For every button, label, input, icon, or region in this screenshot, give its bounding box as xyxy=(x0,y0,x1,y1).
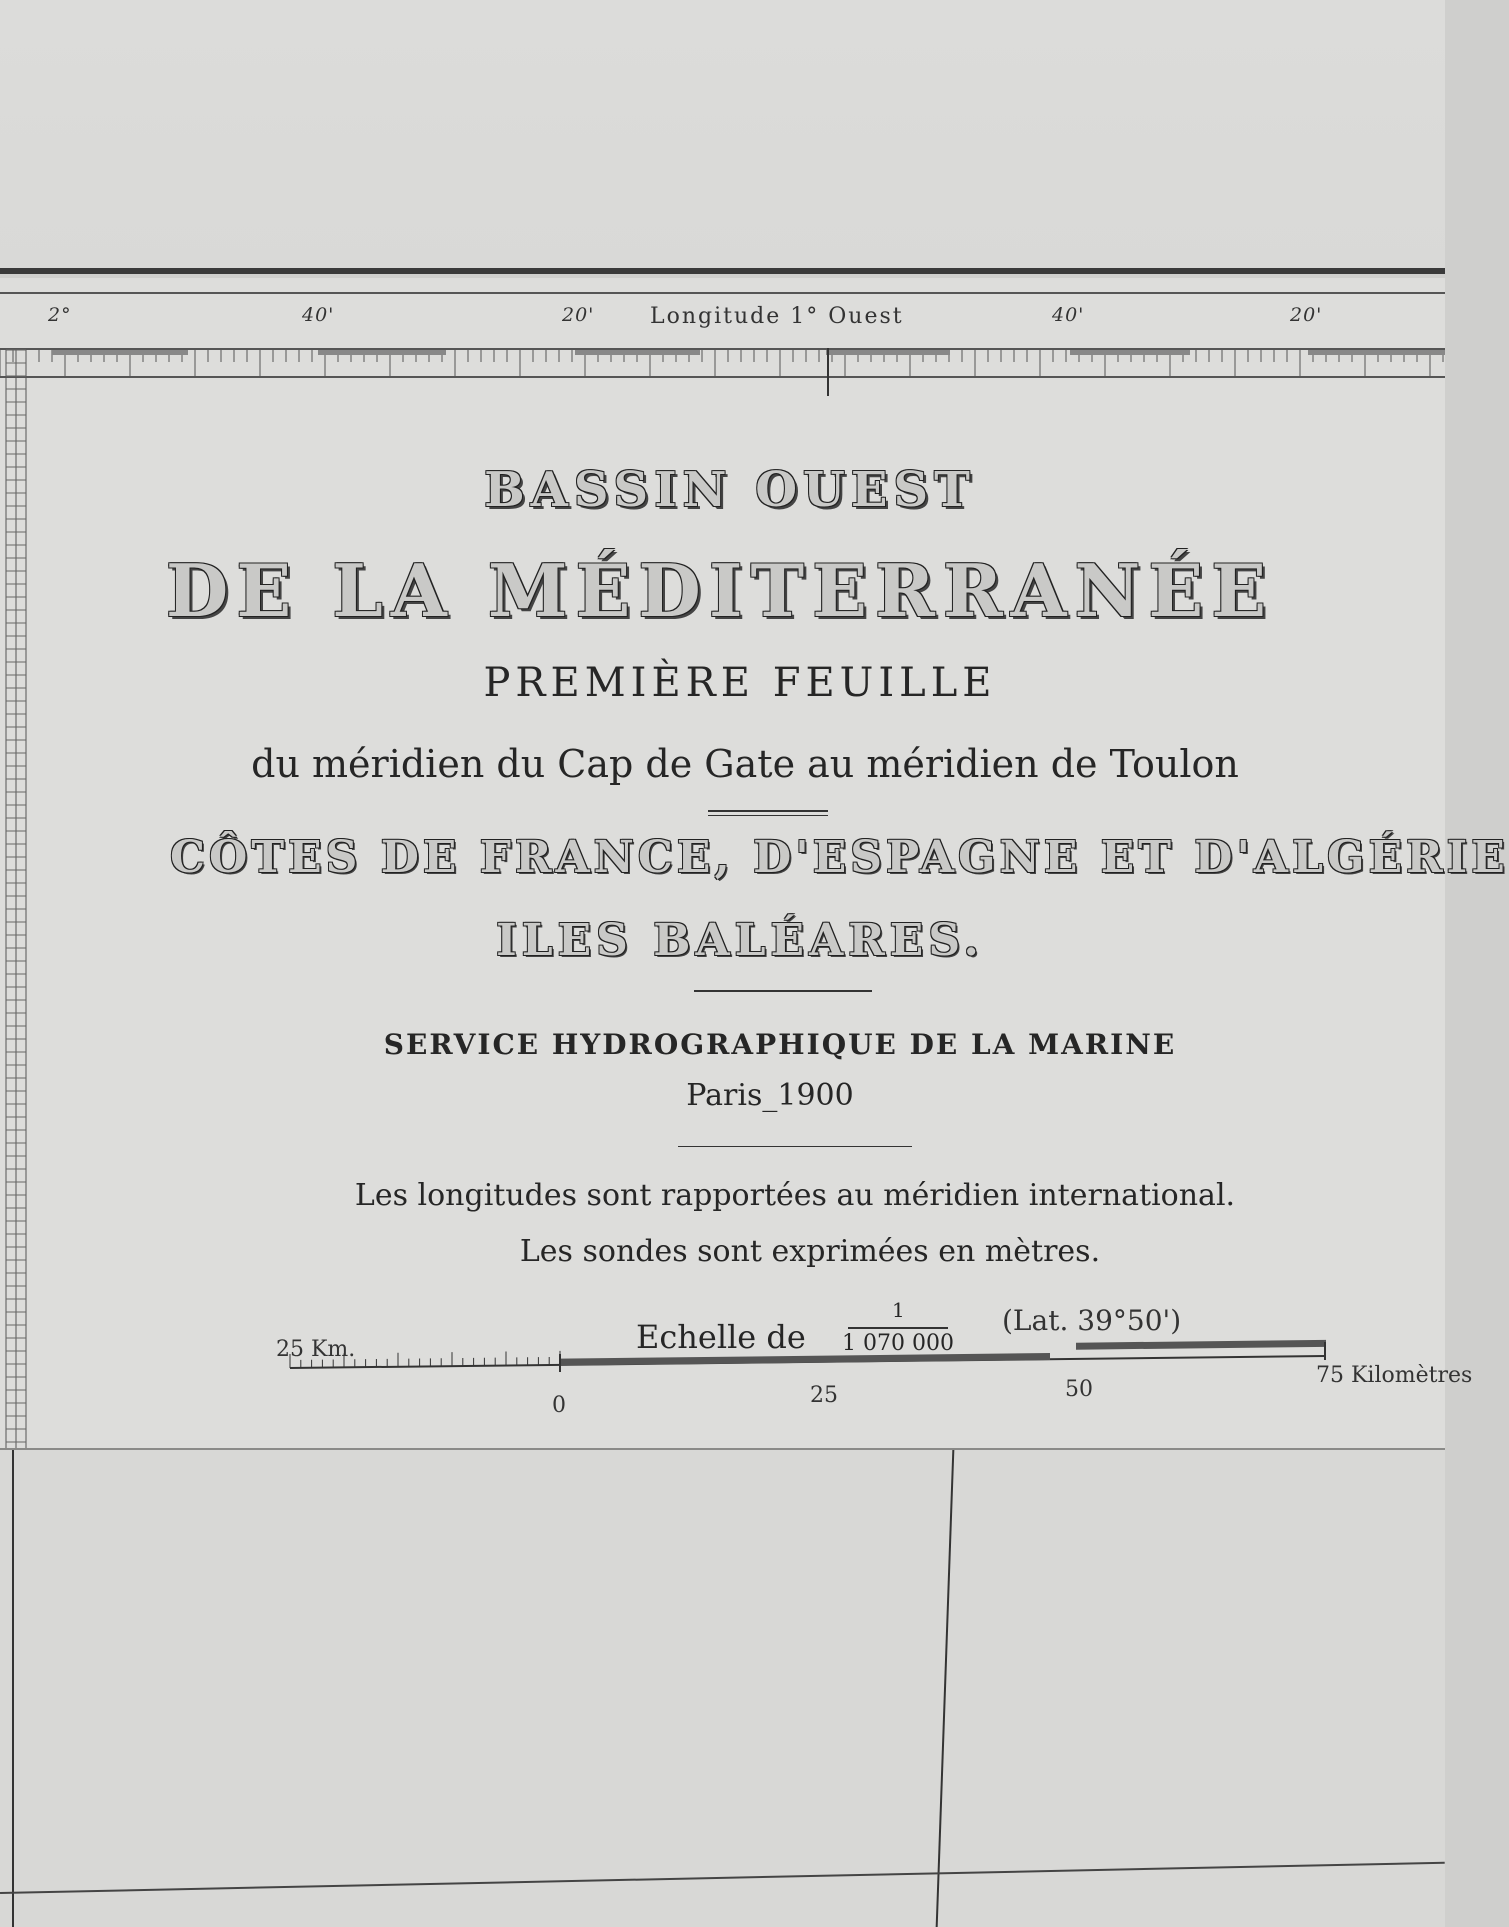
divider-2 xyxy=(694,990,872,992)
scale-numerator: 1 xyxy=(892,1298,905,1322)
longitude-title: Longitude 1° Ouest xyxy=(650,304,904,329)
scale-tick-50: 50 xyxy=(1065,1377,1093,1402)
map-left-border xyxy=(12,1450,14,1927)
frame-top-line xyxy=(0,292,1445,294)
scale-label: Echelle de xyxy=(636,1318,806,1356)
divider-3 xyxy=(678,1146,912,1147)
scale-tick-0: 0 xyxy=(552,1393,566,1418)
divider-1 xyxy=(708,810,828,812)
scale-tick-25: 25 xyxy=(810,1383,838,1408)
map-title-line1: BASSIN OUEST xyxy=(484,462,976,518)
sheet-fold-edge xyxy=(0,1448,1445,1450)
longitude-graduation xyxy=(0,348,1445,378)
map-title-line2: DE LA MÉDITERRANÉE xyxy=(165,548,1275,633)
map-subtitle: PREMIÈRE FEUILLE xyxy=(483,660,997,706)
longitude-tick-label: 2° xyxy=(48,304,72,326)
map-extent: du méridien du Cap de Gate au méridien de Toulon xyxy=(251,742,1239,786)
note-soundings: Les sondes sont exprimées en mètres. xyxy=(519,1234,1101,1269)
publisher: SERVICE HYDROGRAPHIQUE DE LA MARINE xyxy=(383,1028,1177,1061)
longitude-tick-label: 40' xyxy=(302,304,335,326)
longitude-tick-label: 40' xyxy=(1052,304,1085,326)
note-longitudes: Les longitudes sont rapportées au méridien international. xyxy=(354,1178,1236,1213)
scale-left-label: 25 Km. xyxy=(276,1337,356,1362)
map-sea-area xyxy=(0,1450,1445,1927)
scale-denominator: 1 070 000 xyxy=(842,1331,954,1356)
longitude-tick-label: 20' xyxy=(562,304,595,326)
map-isles: ILES BALÉARES. xyxy=(496,915,984,966)
latitude-graduation xyxy=(0,350,28,1450)
map-coasts: CÔTES DE FRANCE, D'ESPAGNE ET D'ALGÉRIE xyxy=(170,832,1509,883)
divider-1b xyxy=(708,815,828,816)
place-date: Paris_1900 xyxy=(686,1078,854,1113)
scale-tick-75: 75 Kilomètres xyxy=(1316,1363,1473,1388)
scale-fraction-bar xyxy=(848,1327,948,1329)
overlapping-sheet xyxy=(0,0,1445,272)
sheet-edge xyxy=(0,268,1445,274)
longitude-tick-label: 20' xyxy=(1290,304,1323,326)
scale-latitude: (Lat. 39°50') xyxy=(1002,1304,1182,1337)
